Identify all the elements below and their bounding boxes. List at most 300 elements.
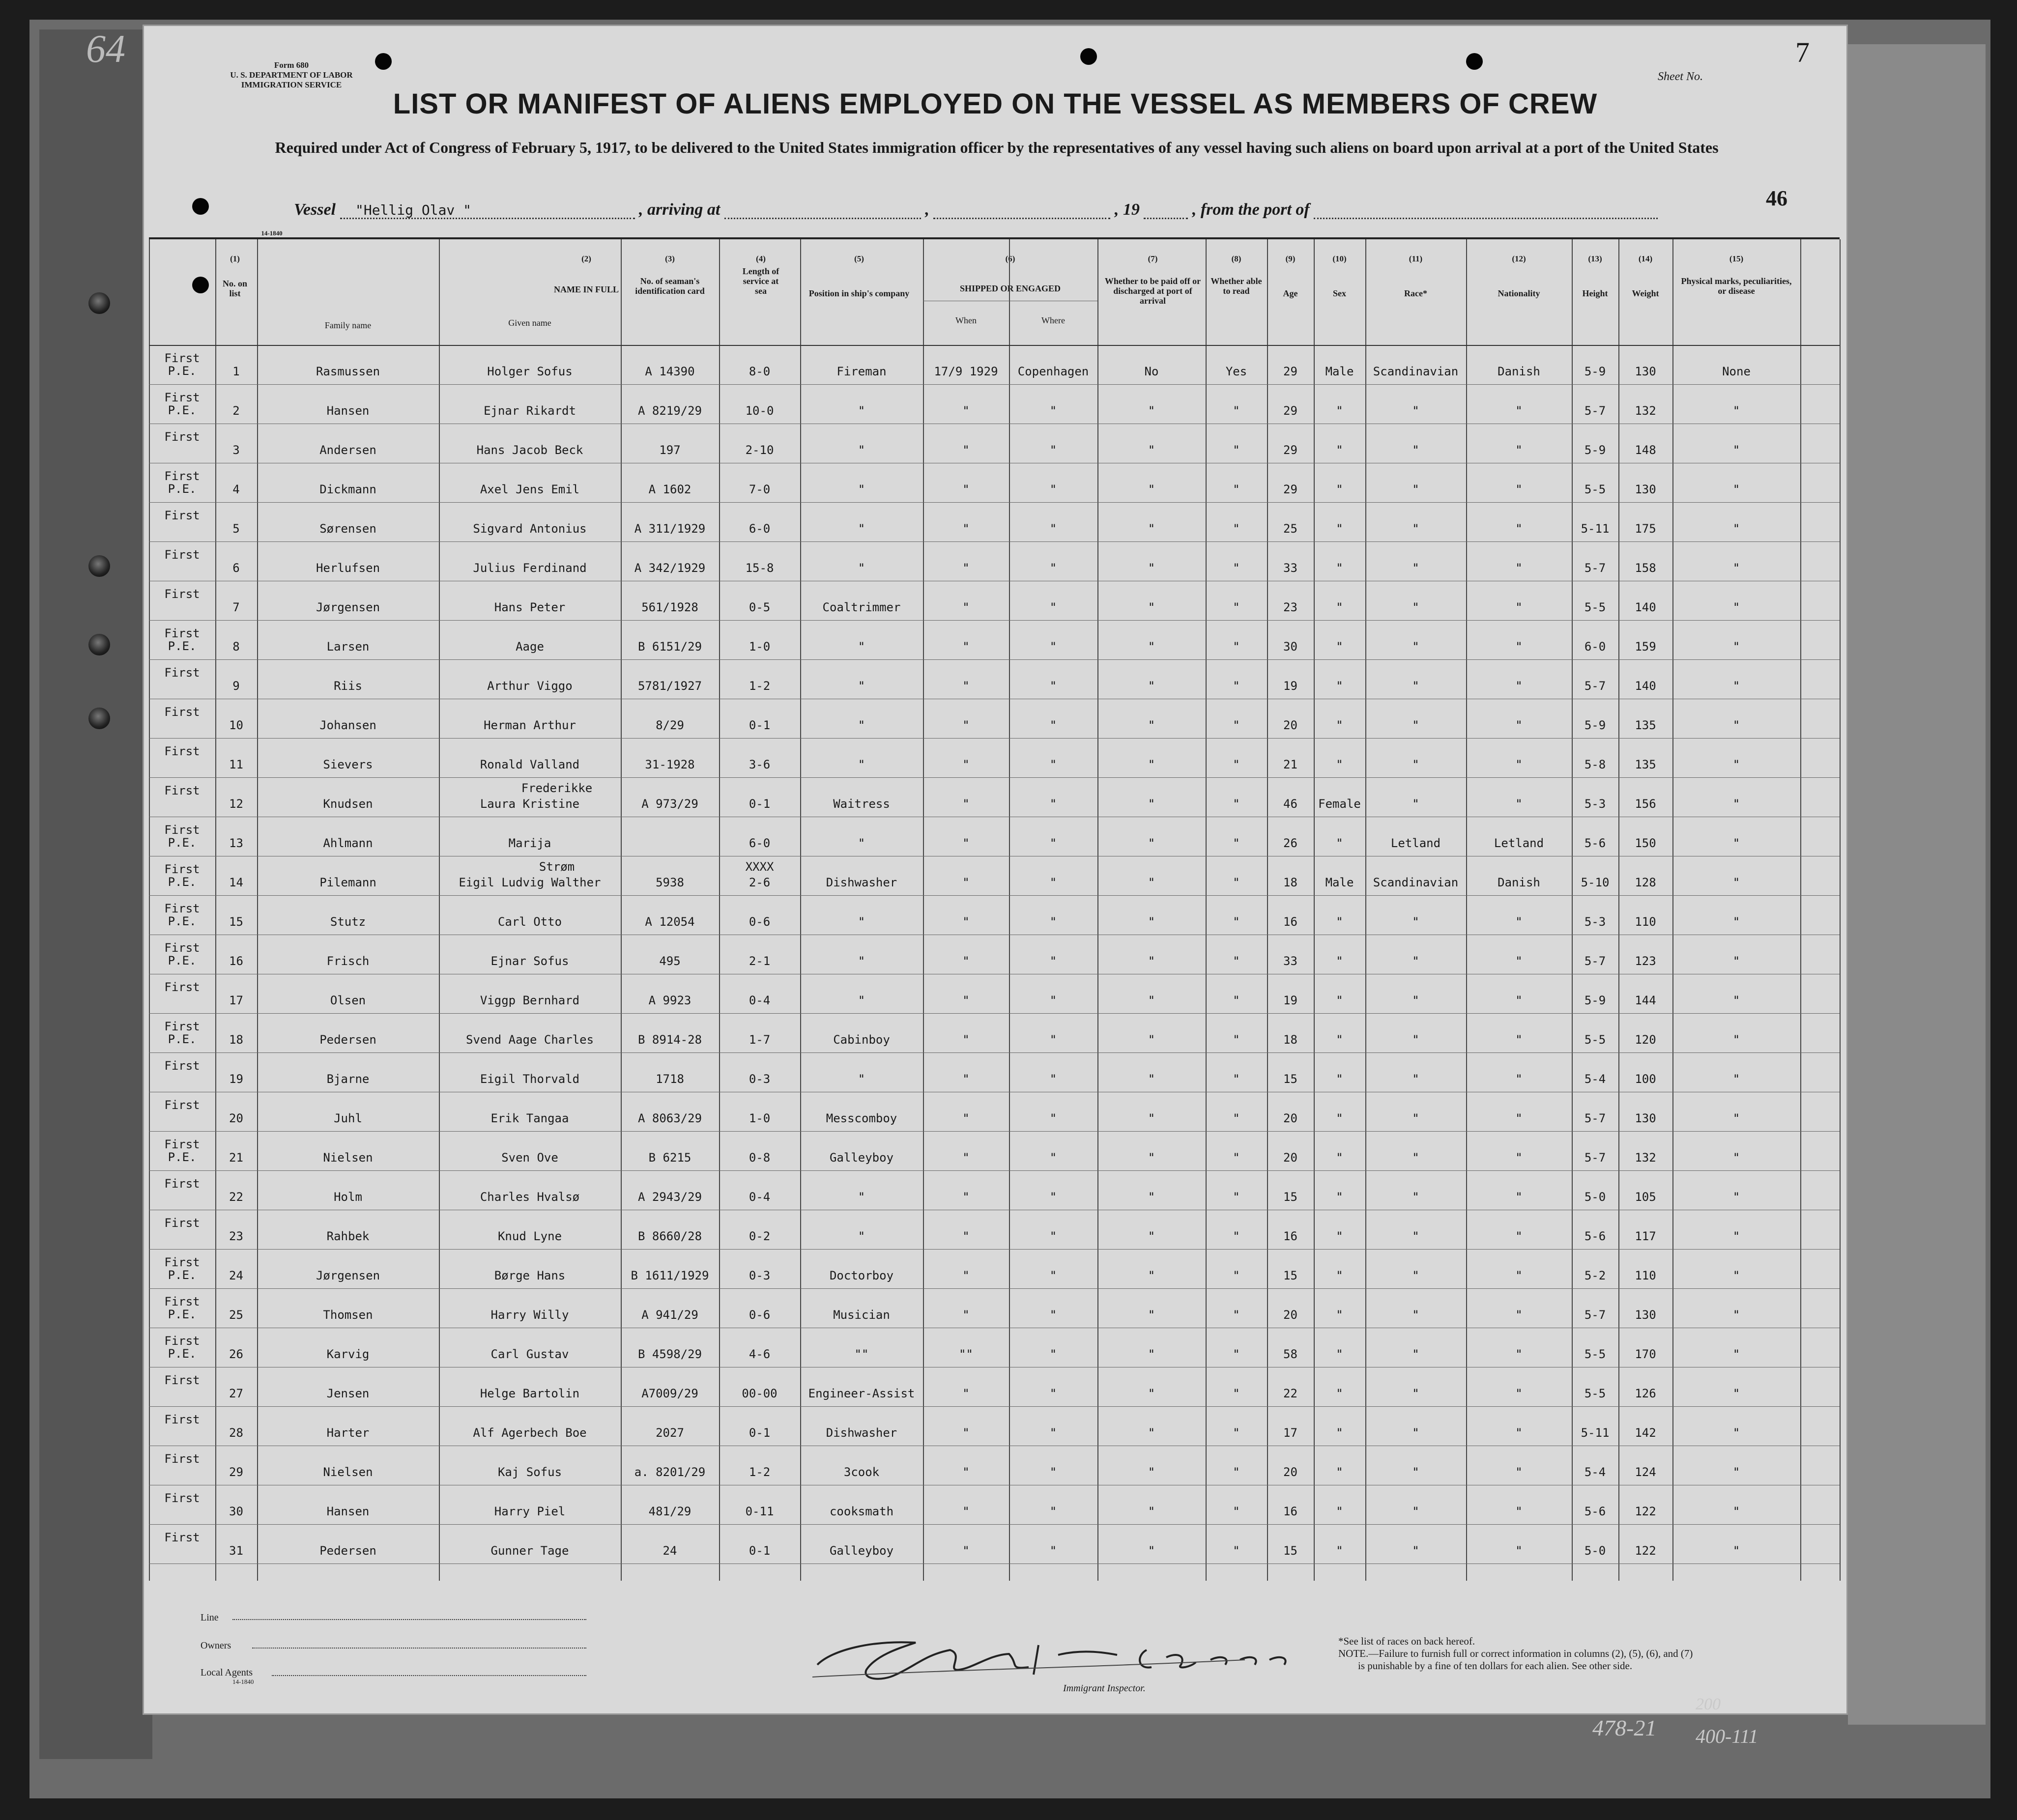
col8-number: (8) [1231, 254, 1241, 263]
inspector-signature [803, 1621, 1314, 1694]
cell-paid: " [1148, 404, 1155, 418]
form-identifier [218, 60, 365, 90]
table-row [149, 541, 1840, 581]
cell-when: " [962, 522, 970, 536]
owners-field [252, 1647, 586, 1649]
cell-card: A 311/1929 [634, 522, 706, 536]
cell-given: Ronald Valland [480, 758, 580, 771]
cell-nationality: " [1515, 1229, 1523, 1243]
row-number: 7 [232, 600, 240, 614]
row-class: First P.E. [164, 1334, 200, 1361]
cell-race: " [1412, 522, 1419, 536]
cell-read: " [1233, 758, 1240, 771]
cell-given: Viggp Bernhard [480, 994, 580, 1007]
row-number: 8 [232, 640, 240, 654]
cell-race: " [1412, 1347, 1419, 1361]
cell-read: " [1233, 600, 1240, 614]
cell-service: 15-8 [745, 561, 774, 575]
cell-where: Copenhagen [1017, 365, 1089, 378]
cell-race: " [1412, 1072, 1419, 1086]
row-class: First P.E. [164, 1138, 200, 1164]
cell-sex: " [1336, 1426, 1343, 1440]
col3-header: No. of seaman's identification card [635, 276, 705, 296]
row-class: First P.E. [164, 469, 200, 496]
col6a-header: When [955, 315, 977, 325]
cell-nationality: " [1515, 915, 1523, 929]
cell-nationality: " [1515, 758, 1523, 771]
cell-service: 2-6 [749, 876, 771, 889]
cell-race: " [1412, 1151, 1419, 1165]
col4-number: (4) [756, 254, 766, 263]
cell-read: " [1233, 1387, 1240, 1400]
cell-nationality: " [1515, 640, 1523, 654]
cell-height: 5-9 [1584, 994, 1606, 1007]
cell-card: 5938 [656, 876, 684, 889]
arriving-field [724, 203, 921, 219]
cell-when: " [962, 718, 970, 732]
cell-where: " [1049, 797, 1057, 811]
cell-nationality: " [1515, 1544, 1523, 1558]
cell-where: " [1049, 483, 1057, 496]
cell-read: " [1233, 1308, 1240, 1322]
row-number: 25 [229, 1308, 243, 1322]
cell-when: " [962, 758, 970, 771]
cell-age: 29 [1283, 365, 1297, 378]
cell-marks: " [1732, 1190, 1740, 1204]
cell-paid: " [1148, 1544, 1155, 1558]
cell-marks: " [1732, 1111, 1740, 1125]
cell-weight: 132 [1635, 1151, 1656, 1165]
cell-height: 5-11 [1581, 522, 1610, 536]
cell-race: " [1412, 1465, 1419, 1479]
table-row [149, 502, 1840, 541]
cell-service: 0-2 [749, 1229, 771, 1243]
cell-family: Pilemann [319, 876, 376, 889]
cell-family: Hansen [326, 1505, 370, 1518]
margin-note-3: 400-111 [1696, 1725, 1758, 1747]
cell-sex: " [1336, 915, 1343, 929]
cell-weight: 130 [1635, 1111, 1656, 1125]
cell-marks: " [1732, 679, 1740, 693]
col9-number: (9) [1285, 254, 1296, 263]
cell-weight: 122 [1635, 1505, 1656, 1518]
cell-card: 2027 [656, 1426, 684, 1440]
cell-sex: " [1336, 1151, 1343, 1165]
row-number: 4 [232, 483, 240, 496]
cell-read: " [1233, 483, 1240, 496]
row-number: 24 [229, 1269, 243, 1282]
row-number: 15 [229, 915, 243, 929]
cell-height: 5-7 [1584, 1111, 1606, 1125]
cell-service: 6-0 [749, 522, 771, 536]
cell-service: 4-6 [749, 1347, 771, 1361]
punch-hole [375, 53, 392, 70]
cell-given: Marija [508, 836, 551, 850]
cell-paid: " [1148, 1151, 1155, 1165]
cell-where: " [1049, 758, 1057, 771]
cell-service: 0-6 [749, 1308, 771, 1322]
cell-given: Holger Sofus [487, 365, 573, 378]
cell-family: Bjarne [326, 1072, 370, 1086]
cell-read: " [1233, 954, 1240, 968]
cell-read: " [1233, 1269, 1240, 1282]
row-number: 5 [232, 522, 240, 536]
cell-race: Letland [1390, 836, 1441, 850]
cell-age: 20 [1283, 1308, 1297, 1322]
cell-race: " [1412, 1269, 1419, 1282]
cell-sex: Male [1325, 365, 1354, 378]
cell-sex: " [1336, 1229, 1343, 1243]
col9-header: Age [1283, 288, 1298, 298]
cell-family: Jørgensen [316, 600, 380, 614]
col13-number: (13) [1588, 254, 1602, 263]
row-number: 9 [232, 679, 240, 693]
cell-read: " [1233, 640, 1240, 654]
col15-header: Physical marks, peculiarities, or disease [1681, 276, 1792, 296]
footer-note [1338, 1635, 1830, 1672]
col15-number: (15) [1729, 254, 1744, 263]
cell-age: 15 [1283, 1544, 1297, 1558]
cell-age: 15 [1283, 1190, 1297, 1204]
cell-given: Carl Gustav [490, 1347, 569, 1361]
cell-marks: " [1732, 483, 1740, 496]
table-row [149, 1013, 1840, 1052]
cell-service: 0-3 [749, 1269, 771, 1282]
cell-age: 15 [1283, 1269, 1297, 1282]
col11-header: Race* [1404, 288, 1427, 298]
cell-where: " [1049, 915, 1057, 929]
cell-given: Arthur Viggo [487, 679, 573, 693]
cell-nationality: " [1515, 483, 1523, 496]
cell-race: " [1412, 1544, 1419, 1558]
cell-card: 8/29 [656, 718, 684, 732]
cell-nationality: " [1515, 1151, 1523, 1165]
manifest-subtitle: Required under Act of Congress of February 5, 1917, to be delivered to the United States immigration officer by the representatives of any vessel having such aliens on board upon arrival at a port of the United States [275, 139, 1719, 156]
col-form-code: 14-1840 [261, 229, 283, 237]
cell-height: 5-3 [1584, 797, 1606, 811]
cell-read: " [1233, 1544, 1240, 1558]
cell-paid: " [1148, 1072, 1155, 1086]
cell-sex: " [1336, 1347, 1343, 1361]
cell-marks: " [1732, 443, 1740, 457]
crew-manifest-table [149, 229, 1840, 1581]
cell-marks: " [1732, 915, 1740, 929]
table-row [149, 1446, 1840, 1485]
row-class: First [164, 666, 200, 680]
cell-service: 1-0 [749, 640, 771, 654]
cell-given: Eigil Ludvig Walther [459, 876, 601, 889]
cell-position: " [858, 994, 865, 1007]
col13-header: Height [1582, 288, 1608, 298]
cell-where: " [1049, 1465, 1057, 1479]
row-class: First P.E. [164, 1255, 200, 1282]
cell-weight: 159 [1635, 640, 1656, 654]
cell-position: " [858, 404, 865, 418]
cell-race: " [1412, 915, 1419, 929]
cell-height: 5-7 [1584, 679, 1606, 693]
col7-number: (7) [1148, 254, 1158, 263]
cell-weight: 150 [1635, 836, 1656, 850]
cell-family: Andersen [319, 443, 376, 457]
cell-sex: " [1336, 443, 1343, 457]
cell-race: " [1412, 1505, 1419, 1518]
cell-service: 3-6 [749, 758, 771, 771]
col1-header: No. on list [222, 279, 247, 298]
table-row [149, 581, 1840, 620]
cell-family: Larsen [326, 640, 370, 654]
cell-where: " [1049, 836, 1057, 850]
cell-paid: " [1148, 1505, 1155, 1518]
cell-service: 0-3 [749, 1072, 771, 1086]
cell-marks: " [1732, 1347, 1740, 1361]
cell-height: 5-0 [1584, 1190, 1606, 1204]
table-row [149, 974, 1840, 1013]
table-row [149, 384, 1840, 424]
cell-given-extra: Frederikke [521, 781, 593, 795]
cell-card: B 6151/29 [637, 640, 702, 654]
cell-read: " [1233, 1465, 1240, 1479]
row-class: First [164, 587, 200, 601]
cell-race: Scandinavian [1373, 365, 1459, 378]
cell-given: Erik Tangaa [490, 1111, 569, 1125]
row-class: First P.E. [164, 351, 200, 378]
row-class: First [164, 1177, 200, 1191]
cell-position: Engineer-Assist [808, 1387, 915, 1400]
cell-height: 5-9 [1584, 718, 1606, 732]
cell-when: " [962, 836, 970, 850]
cell-age: 30 [1283, 640, 1297, 654]
cell-position: Dishwasher [826, 876, 897, 889]
cell-read: " [1233, 679, 1240, 693]
cell-sex: " [1336, 483, 1343, 496]
cell-where: " [1049, 954, 1057, 968]
cell-family: Holm [334, 1190, 362, 1204]
cell-height: 5-2 [1584, 1269, 1606, 1282]
cell-when: " [962, 561, 970, 575]
table-row [149, 1092, 1840, 1131]
cell-read: " [1233, 561, 1240, 575]
cell-age: 33 [1283, 561, 1297, 575]
cell-when: " [962, 679, 970, 693]
cell-family: Harter [326, 1426, 370, 1440]
cell-paid: " [1148, 1387, 1155, 1400]
row-number: 14 [229, 876, 243, 889]
cell-where: " [1049, 1190, 1057, 1204]
cell-family: Karvig [326, 1347, 370, 1361]
cell-position: Fireman [836, 365, 887, 378]
cell-card: A7009/29 [641, 1387, 698, 1400]
cell-read: " [1233, 1151, 1240, 1165]
margin-note-bottom-right-3 [1696, 1725, 1758, 1748]
cell-marks: " [1732, 1426, 1740, 1440]
cell-paid: " [1148, 876, 1155, 889]
row-class: First [164, 1452, 200, 1466]
row-number: 27 [229, 1387, 243, 1400]
punch-hole [1466, 53, 1483, 70]
cell-paid: " [1148, 443, 1155, 457]
cell-height: 5-5 [1584, 600, 1606, 614]
cell-given: Helge Bartolin [480, 1387, 580, 1400]
cell-height: 5-5 [1584, 1033, 1606, 1047]
cell-when: " [962, 1465, 970, 1479]
year-field [1144, 203, 1188, 219]
cell-marks: " [1732, 876, 1740, 889]
cell-age: 18 [1283, 1033, 1297, 1047]
cell-when: " [962, 915, 970, 929]
row-number: 16 [229, 954, 243, 968]
cell-marks: " [1732, 1308, 1740, 1322]
cell-position: Waitress [833, 797, 890, 811]
cell-nationality: Letland [1494, 836, 1544, 850]
cell-nationality: " [1515, 1033, 1523, 1047]
right-page-edge [1848, 44, 1986, 1725]
cell-paid: " [1148, 758, 1155, 771]
cell-where: " [1049, 876, 1057, 889]
cell-family: Ahlmann [323, 836, 373, 850]
cell-read: " [1233, 994, 1240, 1007]
cell-paid: No [1144, 365, 1159, 378]
cell-read: " [1233, 836, 1240, 850]
cell-card: A 973/29 [641, 797, 698, 811]
cell-where: " [1049, 1387, 1057, 1400]
cell-read: " [1233, 522, 1240, 536]
cell-when: " [962, 1033, 970, 1047]
cell-age: 26 [1283, 836, 1297, 850]
cell-nationality: " [1515, 954, 1523, 968]
cell-nationality: " [1515, 1347, 1523, 1361]
cell-weight: 105 [1635, 1190, 1656, 1204]
table-row [149, 1210, 1840, 1249]
row-class: First [164, 1491, 200, 1505]
cell-service: 8-0 [749, 365, 771, 378]
cell-weight: 144 [1635, 994, 1656, 1007]
col12-number: (12) [1512, 254, 1526, 263]
cell-paid: " [1148, 994, 1155, 1007]
row-class: First P.E. [164, 626, 200, 653]
cell-sex: " [1336, 679, 1343, 693]
row-class: First [164, 1059, 200, 1073]
cell-race: " [1412, 600, 1419, 614]
cell-weight: 132 [1635, 404, 1656, 418]
cell-age: 29 [1283, 483, 1297, 496]
cell-nationality: " [1515, 1426, 1523, 1440]
row-number: 11 [229, 758, 243, 771]
cell-family: Herlufsen [316, 561, 380, 575]
cell-paid: " [1148, 1033, 1155, 1047]
cell-nationality: " [1515, 1387, 1523, 1400]
table-row [149, 1249, 1840, 1288]
cell-read: " [1233, 404, 1240, 418]
cell-when: " [962, 600, 970, 614]
cell-sex: " [1336, 718, 1343, 732]
cell-given: Sven Ove [501, 1151, 558, 1165]
cell-read: " [1233, 1190, 1240, 1204]
col10-header: Sex [1333, 288, 1346, 298]
cell-paid: " [1148, 1229, 1155, 1243]
cell-when: " [962, 1387, 970, 1400]
cell-nationality: " [1515, 404, 1523, 418]
cell-paid: " [1148, 1347, 1155, 1361]
row-class: First [164, 548, 200, 562]
cell-age: 33 [1283, 954, 1297, 968]
col14-number: (14) [1638, 254, 1653, 263]
row-class: First P.E. [164, 862, 200, 889]
cell-race: " [1412, 758, 1419, 771]
cell-race: " [1412, 718, 1419, 732]
row-number: 13 [229, 836, 243, 850]
cell-card: 197 [659, 443, 681, 457]
cell-paid: " [1148, 1308, 1155, 1322]
cell-age: 20 [1283, 1151, 1297, 1165]
row-number: 28 [229, 1426, 243, 1440]
cell-marks: " [1732, 1072, 1740, 1086]
cell-race: " [1412, 561, 1419, 575]
cell-paid: " [1148, 679, 1155, 693]
cell-weight: 175 [1635, 522, 1656, 536]
table-row [149, 738, 1840, 777]
cell-marks: " [1732, 600, 1740, 614]
cell-service: 0-8 [749, 1151, 771, 1165]
cell-sex: " [1336, 994, 1343, 1007]
cell-sex: " [1336, 640, 1343, 654]
cell-given: Knud Lyne [497, 1229, 562, 1243]
port-field [1314, 203, 1658, 219]
row-number: 6 [232, 561, 240, 575]
cell-weight: 128 [1635, 876, 1656, 889]
cell-read: " [1233, 1033, 1240, 1047]
cell-age: 18 [1283, 876, 1297, 889]
cell-marks: " [1732, 718, 1740, 732]
col12-header: Nationality [1498, 288, 1540, 298]
arriving-label: , arriving at [639, 200, 720, 219]
cell-sex: " [1336, 404, 1343, 418]
cell-when: 17/9 1929 [934, 365, 998, 378]
cell-weight: 110 [1635, 1269, 1656, 1282]
table-row [149, 1524, 1840, 1564]
cell-position: " [858, 954, 865, 968]
margin-note-2: 200 [1696, 1695, 1721, 1713]
cell-read: " [1233, 1111, 1240, 1125]
cell-card: B 4598/29 [637, 1347, 702, 1361]
cell-service: 1-2 [749, 1465, 771, 1479]
row-class: First [164, 1531, 200, 1544]
cell-when: " [962, 1426, 970, 1440]
cell-marks: " [1732, 1151, 1740, 1165]
cell-weight: 126 [1635, 1387, 1656, 1400]
cell-service: 0-5 [749, 600, 771, 614]
cell-family: Pedersen [319, 1033, 376, 1047]
cell-card: A 1602 [648, 483, 692, 496]
table-row [149, 620, 1840, 659]
table-row [149, 659, 1840, 699]
table-column-rule [1840, 239, 1841, 1581]
cell-service: 1-7 [749, 1033, 771, 1047]
row-number: 17 [229, 994, 243, 1007]
cell-position: " [858, 483, 865, 496]
cell-marks: None [1722, 365, 1751, 378]
cell-weight: 156 [1635, 797, 1656, 811]
cell-position: "" [854, 1347, 869, 1361]
cell-family: Knudsen [323, 797, 373, 811]
cell-card: A 8219/29 [637, 404, 702, 418]
cell-nationality: " [1515, 1072, 1523, 1086]
cell-sex: " [1336, 1190, 1343, 1204]
cell-service: 0-1 [749, 1426, 771, 1440]
binder-hole [88, 555, 110, 577]
binder-hole [88, 708, 110, 729]
cell-service: 1-2 [749, 679, 771, 693]
cell-service: 2-10 [745, 443, 774, 457]
